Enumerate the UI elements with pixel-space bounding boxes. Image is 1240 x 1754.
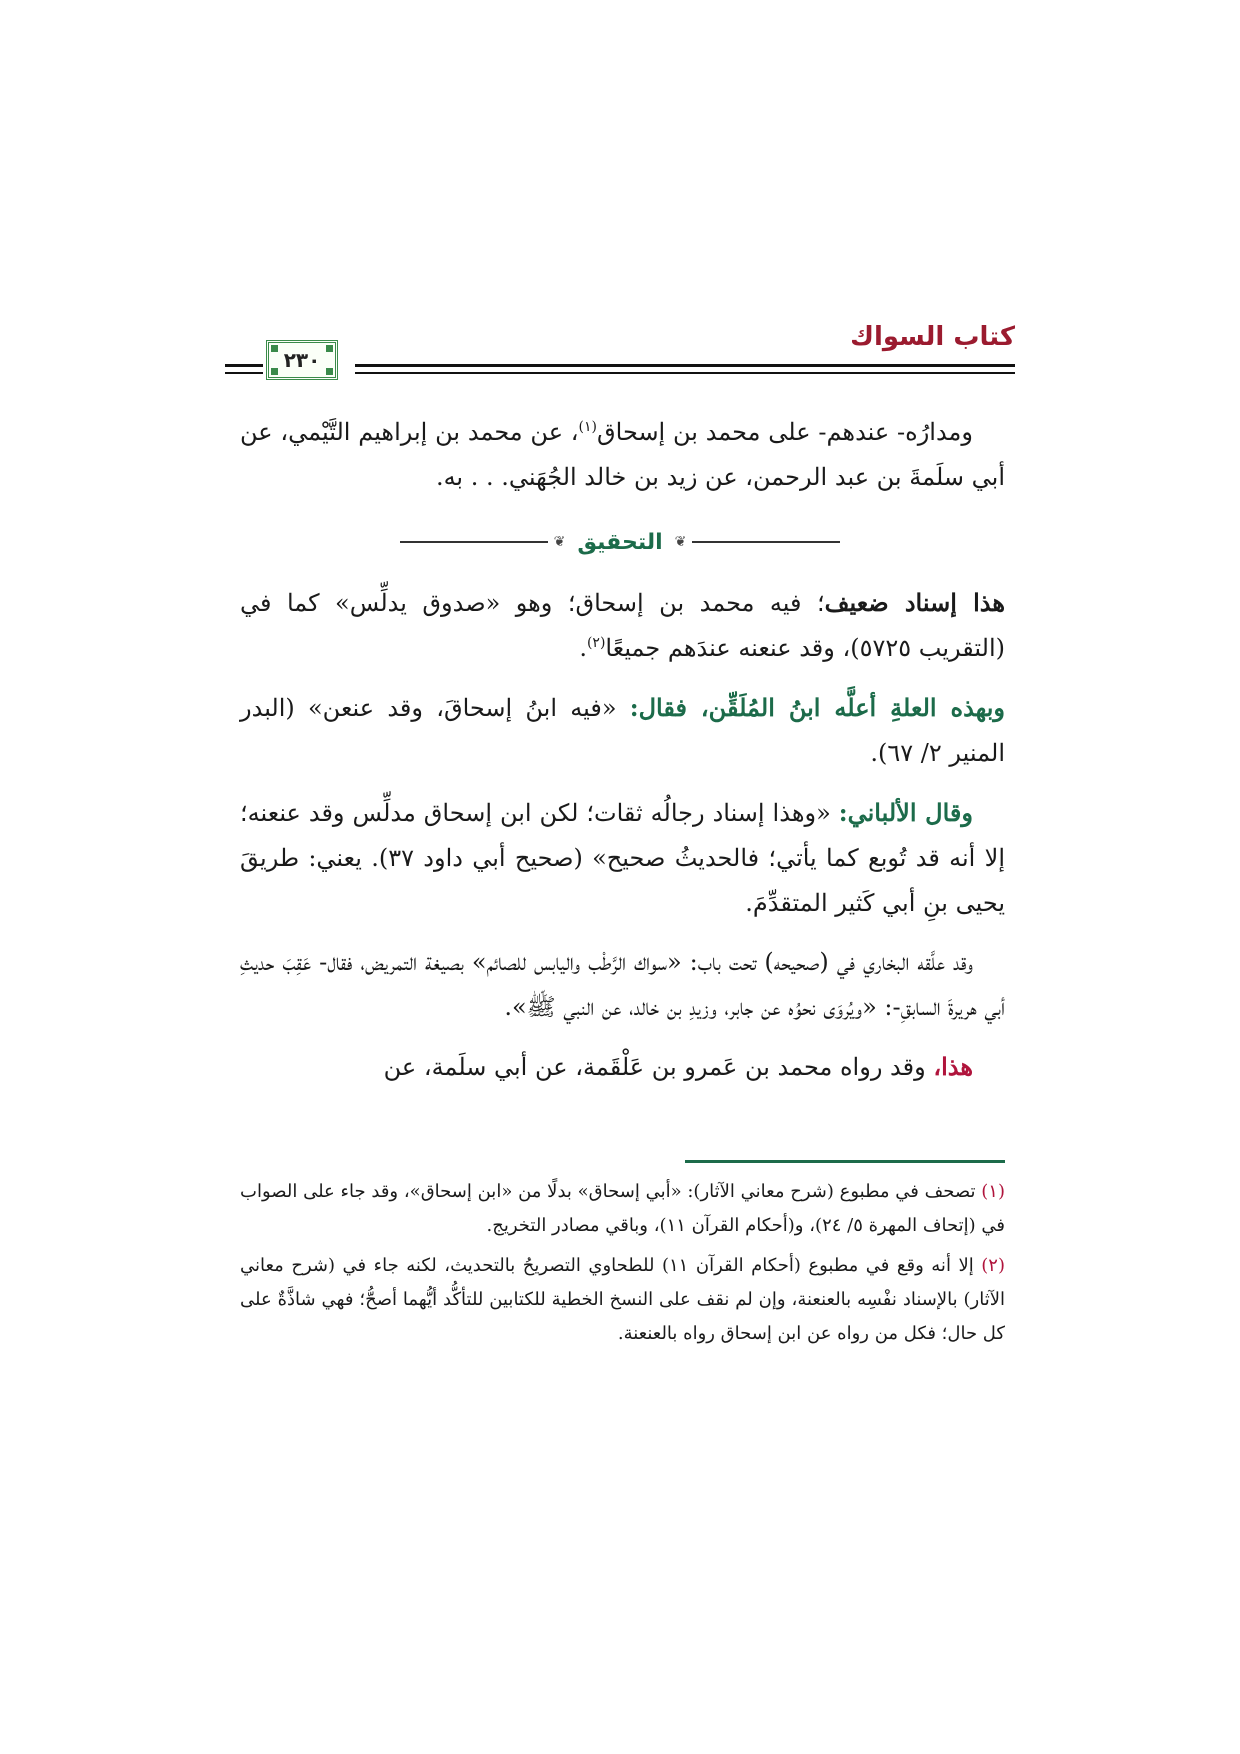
corner-ornament-icon bbox=[326, 345, 333, 352]
intro-text bbox=[240, 410, 1005, 514]
page-header bbox=[225, 322, 1015, 394]
corner-ornament-icon bbox=[326, 368, 333, 375]
main-text bbox=[240, 580, 1005, 1104]
highlight-green: وبهذه العلةِ أعلَّه ابنُ المُلَقِّن، فقال: bbox=[629, 693, 1006, 722]
footnote-2 bbox=[240, 1249, 1005, 1351]
isnad-text-a: ومدارُه- عندهم- على محمد بن إسحاق bbox=[597, 418, 973, 446]
ornament-icon: ❦ bbox=[674, 534, 687, 550]
paragraph-text: . bbox=[579, 634, 587, 662]
paragraph-text: «وهذا إسناد رجالُه ثقات؛ لكن ابن إسحاق مدلِّس وقد عنعنه؛ إلا أنه قد تُوبع كما يأتي؛ فالحديثُ صحيح» (صحيح أبي داود ٣٧). يعني: طريقَ يحيى بنِ أبي كَثير المتقدِّمَ. bbox=[240, 799, 1005, 917]
book-title: كتاب السواك bbox=[850, 322, 1015, 352]
paragraph-text: «فيه ابنُ إسحاقَ، وقد عنعن» (البدر المنير ٢/ ٦٧). bbox=[240, 694, 1005, 767]
paragraph-isnad-weak bbox=[240, 580, 1005, 671]
footnote-separator bbox=[685, 1160, 1005, 1163]
divider-line-left bbox=[400, 541, 548, 543]
footnotes bbox=[240, 1175, 1005, 1357]
footnote-ref-1: (١) bbox=[578, 419, 598, 435]
section-title: التحقيق bbox=[577, 529, 663, 555]
paragraph-text: ؛ فيه محمد بن إسحاق؛ وهو «صدوق يدلِّس» كما في (التقريب ٥٧٢٥)، وقد عنعنه عندَهم جميعًا bbox=[240, 589, 1005, 662]
paragraph-text: وقد علَّقه البخاري في (صحيحه) تحت باب: «سواك الرَّطْب واليابس للصائم» بصيغة التمريض، فقال- عَقِبَ حديثِ أبي هريرةَ السابقِ-: «ويُروَى نحوُه عن جابر، وزيدِ بن خالد، عن النبي ﷺ». bbox=[240, 948, 1005, 1021]
highlight-red: هذا، bbox=[933, 1052, 973, 1081]
footnote-ref-2: (٢) bbox=[586, 635, 606, 651]
page-number: ٢٣٠ bbox=[283, 348, 321, 372]
corner-ornament-icon bbox=[271, 368, 278, 375]
paragraph-continued bbox=[240, 1044, 1005, 1090]
header-rule-left-top bbox=[225, 364, 263, 367]
isnad-paragraph bbox=[240, 410, 1005, 500]
page-number-box bbox=[266, 340, 338, 380]
footnote-text: إلا أنه وقع في مطبوع (أحكام القرآن ١١) للطحاوي التصريحُ بالتحديث، لكنه جاء في (شرح معاني الآثار) بالإسناد نفْسِه بالعنعنة، وإن لم نقف على النسخ الخطية للكتابين للتأكُّد أيُّهما أصحُّ؛ فهي شاذَّةٌ على كل حال؛ فكل من رواه عن ابن إسحاق رواه بالعنعنة. bbox=[240, 1255, 1005, 1344]
paragraph-albani bbox=[240, 790, 1005, 926]
paragraph-ibn-mulaqqin bbox=[240, 685, 1005, 776]
footnote-number: (١) bbox=[981, 1181, 1005, 1202]
divider-line-right bbox=[692, 541, 840, 543]
corner-ornament-icon bbox=[271, 345, 278, 352]
section-divider bbox=[400, 527, 840, 557]
header-rule-left-bottom bbox=[225, 372, 263, 374]
footnote-text: تصحف في مطبوع (شرح معاني الآثار): «أبي إسحاق» بدلًا من «ابن إسحاق»، وقد جاء على الصواب في (إتحاف المهرة ٥/ ٢٤)، و(أحكام القرآن ١١)، وباقي مصادر التخريج. bbox=[240, 1181, 1005, 1236]
ornament-icon: ❦ bbox=[553, 534, 566, 550]
header-rule-right-top bbox=[355, 364, 1015, 367]
paragraph-text: وقد رواه محمد بن عَمرو بن عَلْقَمة، عن أبي سلَمة، عن bbox=[383, 1053, 934, 1081]
paragraph-bukhari bbox=[240, 940, 1005, 1030]
footnote-1 bbox=[240, 1175, 1005, 1243]
verdict-bold: هذا إسناد ضعيف bbox=[824, 588, 1006, 617]
header-rule-right-bottom bbox=[355, 372, 1015, 374]
isnad-text-b: ، عن محمد بن إبراهيم التَّيْمي، عن أبي سلَمةَ بن عبد الرحمن، عن زيد بن خالد الجُهَني. . . به. bbox=[240, 418, 1005, 491]
footnote-number: (٢) bbox=[981, 1255, 1005, 1276]
highlight-green: وقال الألباني: bbox=[838, 798, 973, 827]
